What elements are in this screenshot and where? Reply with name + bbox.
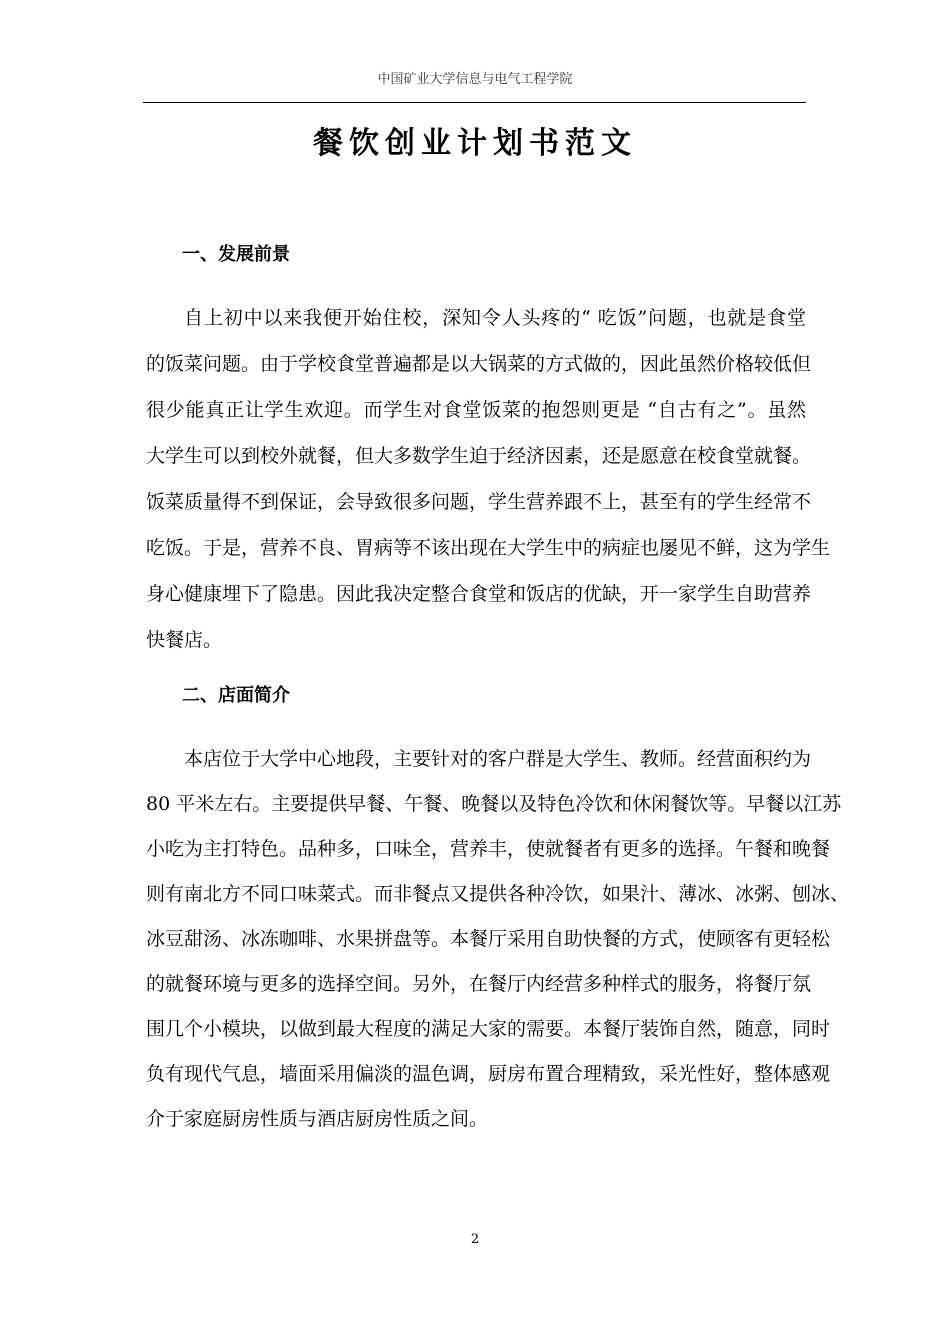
page-header: 中国矿业大学信息与电气工程学院 xyxy=(377,72,573,87)
text-line: 的饭菜问题。由于学校食堂普遍都是以大锅菜的方式做的，因此虽然价格较低但 xyxy=(146,353,812,375)
section-heading-store-intro: 二、店面简介 xyxy=(182,685,290,706)
text-line: 自上初中以来我便开始住校，深知令人头疼的“ 吃饭”问题，也就是食堂 xyxy=(184,307,806,329)
document-title: 餐饮创业计划书范文 xyxy=(313,126,637,161)
text-line: 80 平米左右。主要提供早餐、午餐、晚餐以及特色冷饮和休闲餐饮等。早餐以江苏 xyxy=(146,793,842,815)
text-line: 介于家庭厨房性质与酒店厨房性质之间。 xyxy=(146,1108,489,1130)
paragraph-store-intro xyxy=(146,737,850,1142)
paragraph-prospects xyxy=(146,295,831,663)
text-line: 吃饭。于是，营养不良、胃病等不该出现在大学生中的病症也屡见不鲜，这为学生 xyxy=(146,537,831,559)
section-heading-prospects: 一、发展前景 xyxy=(182,244,290,265)
text-line: 的就餐环境与更多的选择空间。另外，在餐厅内经营多种样式的服务，将餐厅氛 xyxy=(146,973,812,995)
text-line: 冰豆甜汤、冰冻咖啡、水果拼盘等。本餐厅采用自助快餐的方式，使顾客有更轻松 xyxy=(146,928,831,950)
header-rule xyxy=(143,102,806,103)
text-line: 本店位于大学中心地段，主要针对的客户群是大学生、教师。经营面积约为 xyxy=(184,748,812,770)
text-line: 则有南北方不同口味菜式。而非餐点又提供各种冷饮，如果汁、薄冰、冰粥、刨冰、 xyxy=(146,883,850,905)
text-line: 快餐店。 xyxy=(146,629,223,651)
text-line: 小吃为主打特色。品种多，口味全，营养丰，使就餐者有更多的选择。午餐和晚餐 xyxy=(146,838,831,860)
text-line: 围几个小模块，以做到最大程度的满足大家的需要。本餐厅装饰自然，随意，同时 xyxy=(146,1018,831,1040)
page-number: 2 xyxy=(470,1232,480,1247)
text-line: 很少能真正让学生欢迎。而学生对食堂饭菜的抱怨则更是 “自古有之”。虽然 xyxy=(146,399,806,421)
text-line: 负有现代气息，墙面采用偏淡的温色调，厨房布置合理精致，采光性好，整体感观 xyxy=(146,1063,831,1085)
text-line: 身心健康埋下了隐患。因此我决定整合食堂和饭店的优缺，开一家学生自助营养 xyxy=(146,583,812,605)
text-line: 饭菜质量得不到保证，会导致很多问题，学生营养跟不上，甚至有的学生经常不 xyxy=(146,491,812,513)
text-line: 大学生可以到校外就餐，但大多数学生迫于经济因素，还是愿意在校食堂就餐。 xyxy=(146,445,812,467)
